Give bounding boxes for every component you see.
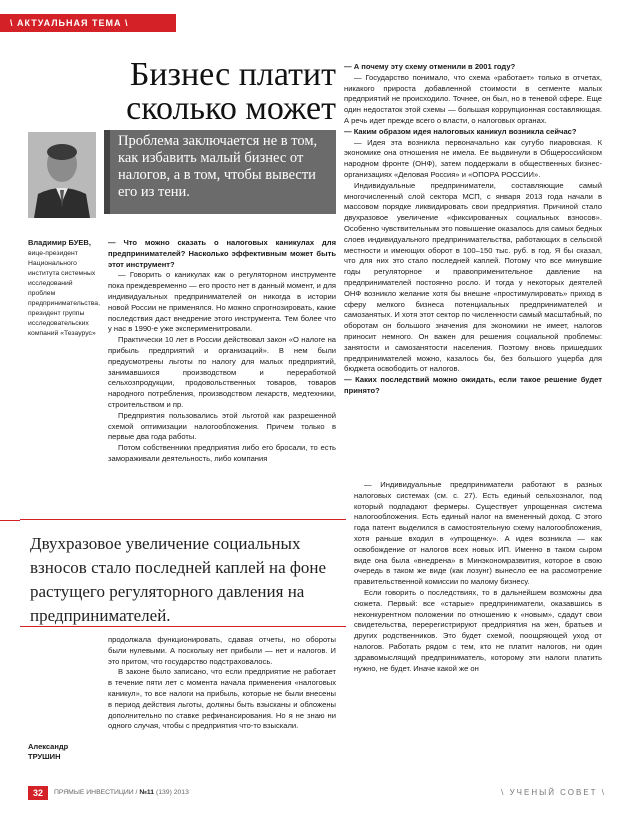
- paragraph: продолжала функционировать, сдавая отчеты, но обороты были нулевыми. А поскольку нет прибыли — нет и налогов. И это притом, что государство подстраховалось.: [108, 635, 336, 666]
- column-b: [344, 62, 602, 397]
- paragraph: — Индивидуальные предприниматели работают в разных налоговых системах (см. с. 27). Есть единый сельхозналог, под который подпадают фермеры. Существует упрощенная система налогообложения. Есть единый налог на вмененный доход. С этого года патент выделился в самостоятельную схему налогообложения, хотя раньше входил в «упрощенку». А идея возникла — как освобождение от налогов всех новых ИП. Именно в таком сыром виде она была «внедрена» в Минэкономразвития, которое в свою очередь в таком же виде (как лозунг) вынесло ее на рассмотрение правительственной комиссии по малому бизнесу.: [354, 480, 602, 587]
- section-label: \ АКТУАЛЬНАЯ ТЕМА \: [0, 14, 176, 32]
- rubric: \ УЧЕНЫЙ СОВЕТ \: [501, 788, 606, 797]
- lead-text: Проблема заключается не в том, как избавить малый бизнес от налогов, а в том, чтобы вывести его из тени.: [118, 133, 318, 200]
- issue-number: №11: [139, 789, 155, 796]
- second-author-first: Александр: [28, 742, 69, 751]
- second-author-last: ТРУШИН: [28, 752, 61, 761]
- interview-question: — А почему эту схему отменили в 2001 году?: [344, 62, 516, 71]
- paragraph: — Идея эта возникла первоначально как сугубо пиаровская. К экономике она отношения не имела. Ее выдвинули в Общероссийском народном фронте (ОНФ), затем поддержали в общественных бизнес-организациях «Деловая Россия» и «ОПОРА РОССИИ».: [344, 137, 602, 179]
- paragraph: Индивидуальные предприниматели, составляющие самый многочисленный слой сектора МСП, с января 2013 года начали в массовом порядке ликвидировать свои предприятия. Причиной стало двухразовое увеличение «фиксированных социальных взносов». Особенно чувствительным это повышение оказалось для самых бедных слоев индивидуального предпринимательства, работающих в сельской местности и имеющих оборот в 100–150 тыс. руб. в год. Я бы сказал, что для них это стало последней каплей. Потому что все минувшие годы регуляторное и правоприменительное давление на предпринимателей постоянно росло. И тогда у некоторых деятелей ОНФ возникло желание хотя бы внешне «простимулировать» приход в сферу мелкого бизнеса потенциальных предпринимателей и самозанятых. И хотя этот сектор по численности самый масштабный, по оборотам он большого значения для экономики не имеет, налогов приносит немного. Он важен для решения социальной проблемы: занятости и самозанятости населения. Поэтому вновь пришедших предпринимателей можно, казалось бы, без большого ущерба для бюджета освободить от налогов.: [344, 180, 602, 374]
- paragraph: — Государство понимало, что схема «работает» только в отчетах, никакого прироста добавленной стоимости в сегменте малых предприятий не происходило. Точнее, он был, но в теневой сфере. Еще один недостаток этой схемы — большая коррупционная составляющая. А речь идет прежде всего о власти, о налоговых органах.: [344, 72, 602, 125]
- page-number: 32: [28, 786, 48, 800]
- paragraph: Если говорить о последствиях, то в дальнейшем возможны два сюжета. Первый: все «старые» предприниматели, оказавшись в неконкурентном положении по отношению к «новым», сдадут свои свидетельства, перерегистрируют предприятия на жен, братьев и других родственников. Это будет схемой, поощряющей уход от налогов. Работать рядом с тем, кто не платит налогов, ни один здравомыслящий предприниматель, которому эти налоги платить нужно, не будет. Иначе какой же он: [354, 587, 602, 673]
- author-photo: [28, 132, 96, 218]
- author-name: Владимир БУЕВ,: [28, 238, 91, 247]
- paragraph: Потом собственники предприятия либо его бросали, то есть замораживали деятельность, либо компания: [108, 443, 336, 463]
- interview-question: — Что можно сказать о налоговых каникулах для предпринимателей? Насколько эффективным может быть этот инструмент?: [108, 238, 336, 269]
- column-b2: [354, 480, 602, 674]
- issue-detail: (139) 2013: [155, 789, 189, 796]
- author-byline: [28, 238, 100, 339]
- pull-quote: Двухразовое увеличение социальных взносов стало последней каплей на фоне растущего регуляторного давления на предпринимателей.: [30, 534, 327, 625]
- portrait-image: [28, 132, 96, 218]
- column-a: [108, 238, 336, 465]
- author-role: вице-президент Национального института системных исследований проблем предпринимательства, президент группы исследовательских компаний «Тезаурус»: [28, 250, 100, 337]
- column-c: [108, 635, 336, 732]
- interview-question: — Каким образом идея налоговых каникул возникла сейчас?: [344, 126, 577, 136]
- second-author: [28, 742, 68, 762]
- interview-question: — Каких последствий можно ожидать, если такое решение будет принято?: [344, 375, 602, 395]
- paragraph: В законе было записано, что если предприятие не работает в течение пяти лет с момента начала применения «налоговых каникул», то все налоги на прибыль, которые не были внесены в период действия льготы, должны быть взысканы и обложены дополнительно по ставке рефинансирования. Но я не знаю ни одного случая, чтобы с предприятия что-то взыскали.: [108, 667, 336, 731]
- paragraph: Практически 10 лет в России действовал закон «О налоге на прибыль предприятий и организаций». В нем были предусмотрены льготы по налогу для малых предприятий, занимавшихся производством и переработкой сельхозпродукции, продовольственных товаров, товаров народного потребления, производством лекарств, медтехники, строительством и пр.: [108, 335, 336, 409]
- magazine-info: [54, 789, 189, 796]
- headline: Бизнес платит сколько может: [126, 56, 336, 127]
- magazine-name: ПРЯМЫЕ ИНВЕСТИЦИИ /: [54, 789, 138, 796]
- paragraph: Предприятия пользовались этой льготой как разрешенной схемой оптимизации налогообложения. Причем только в первые два года работы.: [108, 410, 336, 442]
- paragraph: — Говорить о каникулах как о регуляторном инструменте пока преждевременно — его просто нет в данный момент, и для индивидуальных предпринимателей он никогда в истории новой России не применялся. Но можно спрогнозировать, какие последствия даст внедрение этого инструмента. Тем более что у нас в 1990-е уже эксперименитровали.: [108, 270, 336, 334]
- pull-quote-rule: [0, 520, 20, 521]
